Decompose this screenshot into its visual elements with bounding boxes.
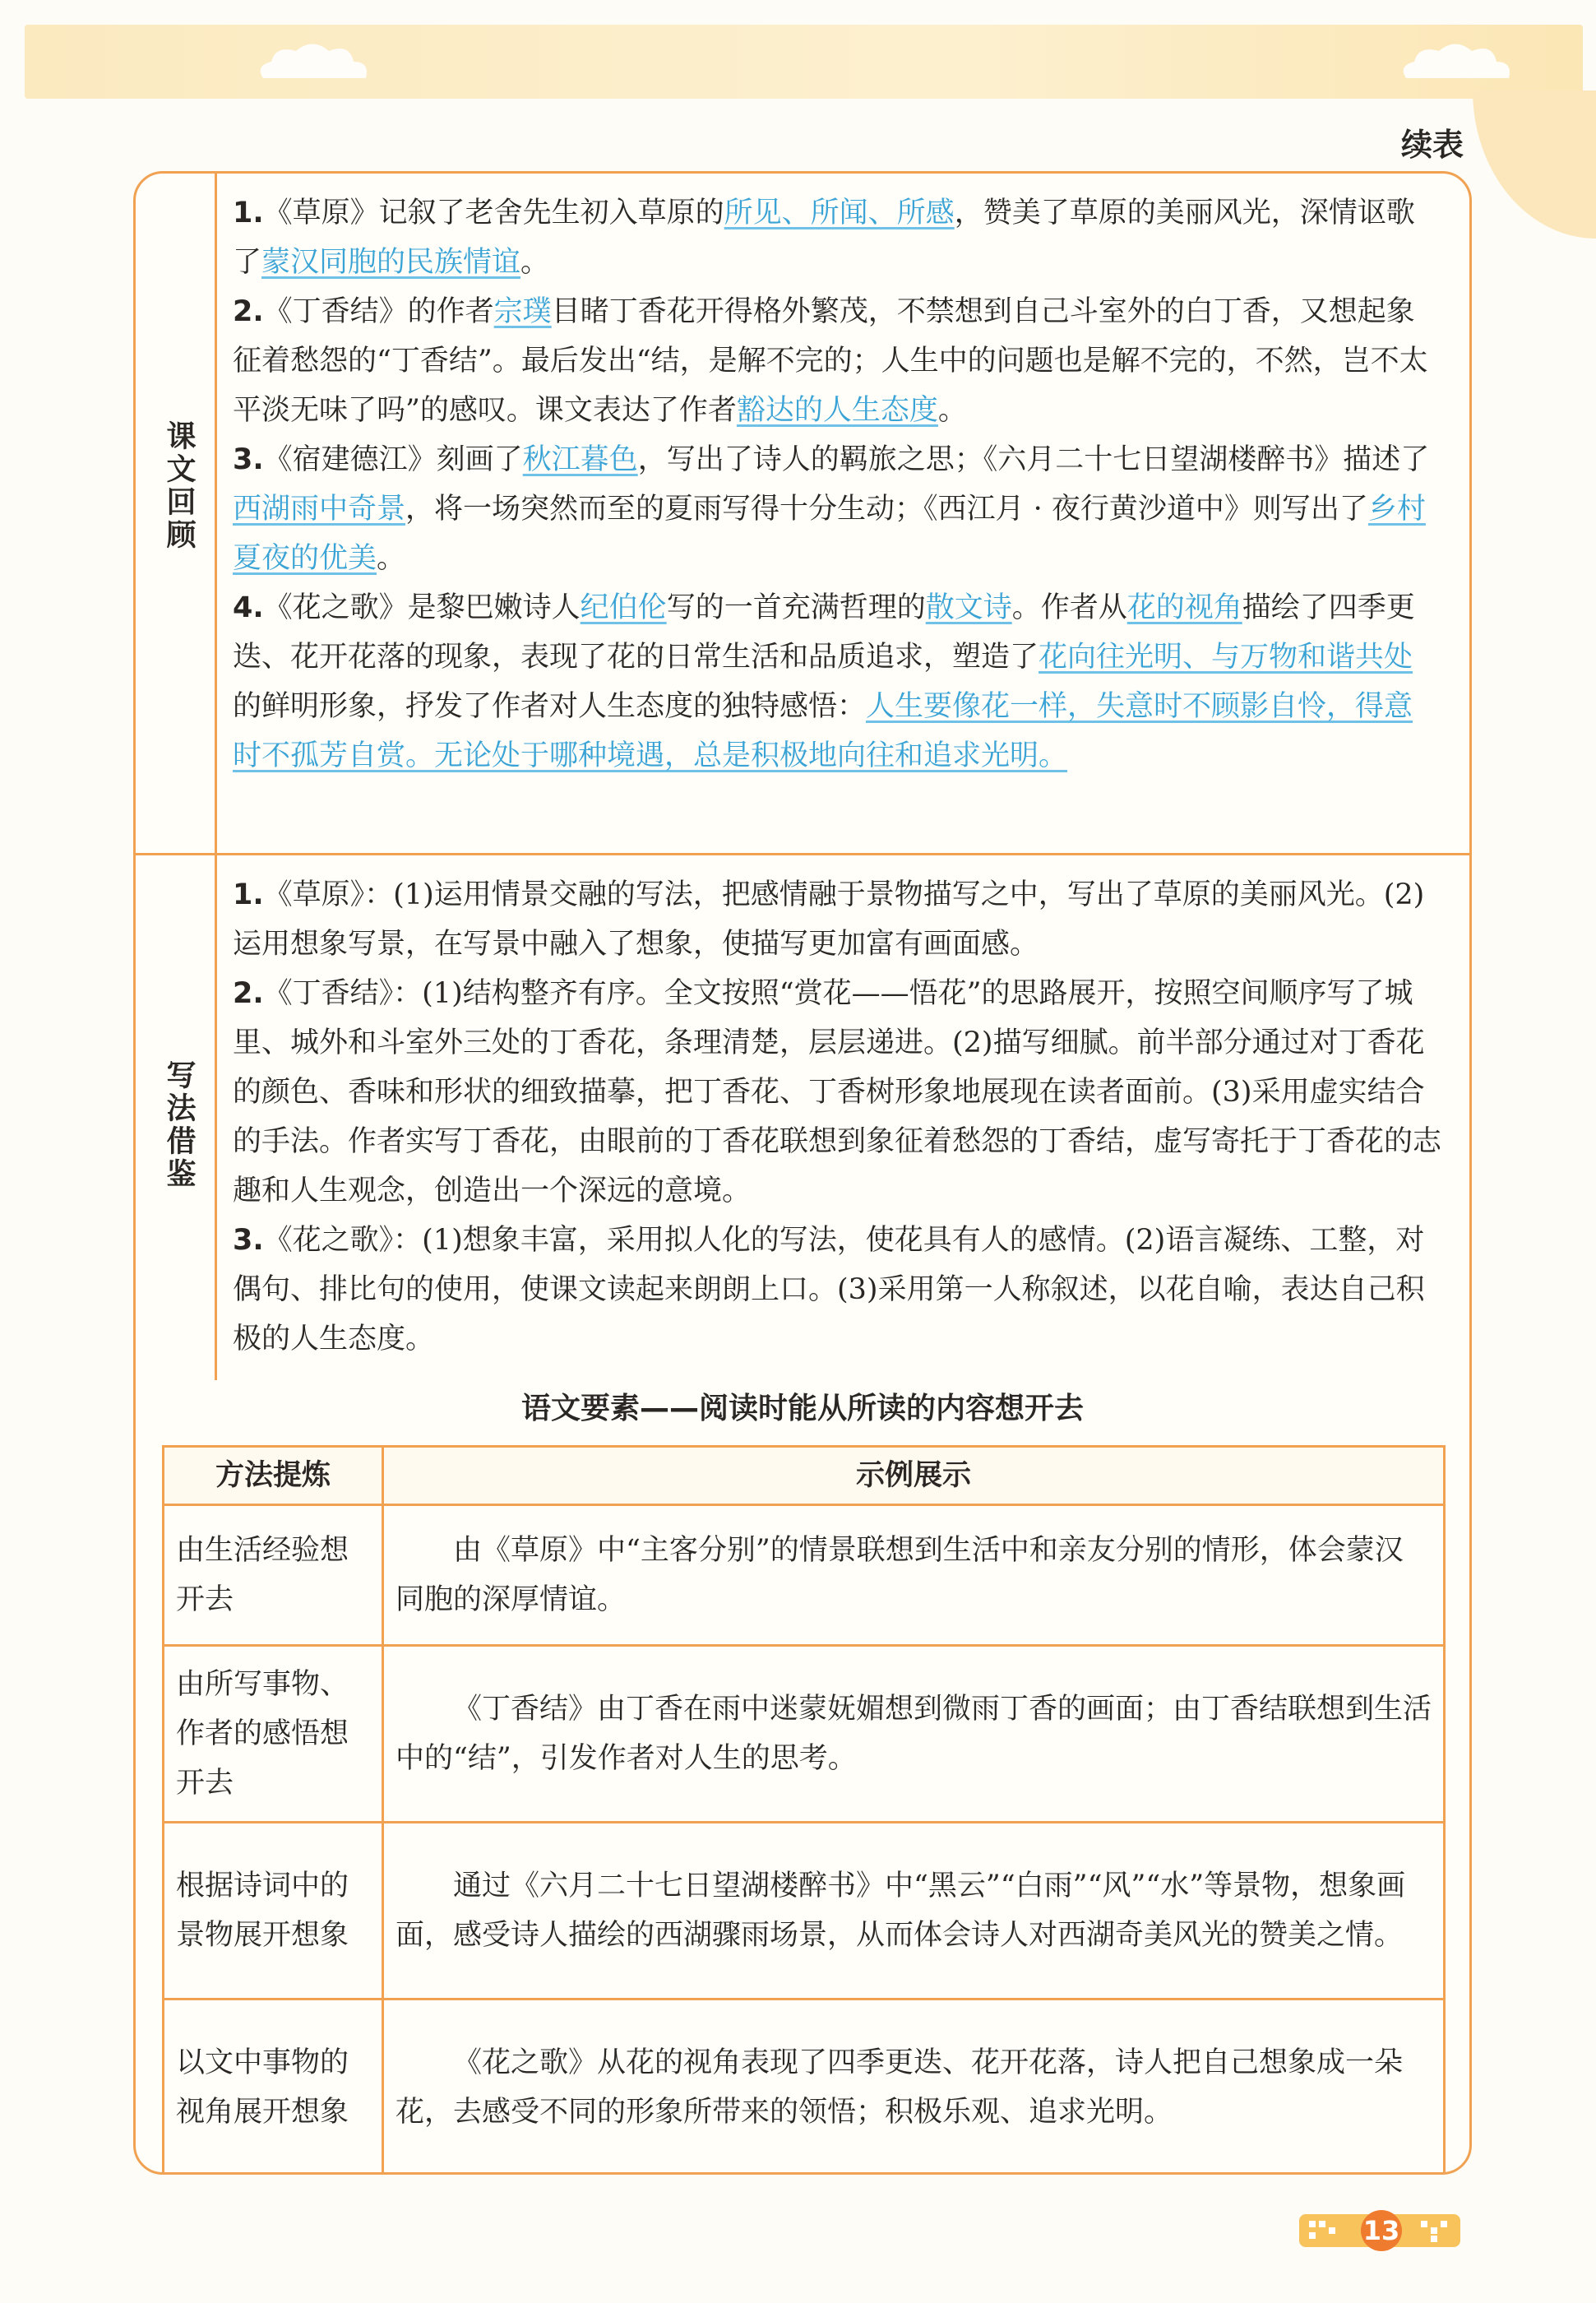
method-cell: 根据诗词中的景物展开想象 — [164, 1823, 383, 1999]
elements-title: 语文要素——阅读时能从所读的内容想开去 — [520, 1392, 1084, 1425]
writing-side-column — [136, 855, 217, 1380]
content-frame — [133, 171, 1472, 2175]
answer-text: 宗璞 — [493, 295, 552, 328]
item-text: 。 — [520, 246, 550, 279]
writing-section — [136, 853, 1469, 1380]
corner-decoration — [1473, 90, 1596, 239]
item-number: 3. — [233, 443, 264, 476]
item-text: 的鲜明形象，抒发了作者对人生态度的独特感悟： — [233, 690, 867, 723]
answer-text: 乡村夏夜的优美 — [233, 493, 1426, 575]
writing-item — [233, 969, 1441, 1216]
table-header-row — [164, 1447, 1445, 1505]
item-text: 《丁香结》：(1)结构整齐有序。全文按照“赏花——悟花”的思路展开，按照空间顺序写了城里、城外和斗室外三处的丁香花，条理清楚，层层递进。(2)描写细腻。前半部分通过对丁香花的颜色、香味和形状的细致描摹，把丁香花、丁香树形象地展现在读者面前。(3)采用虚实结合的手法。作者实写丁香花，由眼前的丁香花联想到象征着愁怨的丁香结，虚写寄托于丁香花的志趣和人生观念，创造出一个深远的意境。 — [233, 977, 1442, 1207]
item-text: ，写出了诗人的羁旅之思；《六月二十七日望湖楼醉书》描述了 — [637, 443, 1430, 476]
item-text: ，赞美了草原的美丽风光，深情讴歌了 — [233, 197, 1415, 279]
review-item — [233, 435, 1441, 583]
review-body — [233, 188, 1441, 781]
header-example: 示例展示 — [383, 1447, 1445, 1505]
example-cell: 《丁香结》由丁香在雨中迷蒙妩媚想到微雨丁香的画面；由丁香结联想到生活中的“结”，引发作者对人生的思考。 — [383, 1646, 1445, 1823]
method-cell: 由所写事物、作者的感悟想开去 — [164, 1646, 383, 1823]
answer-text: 秋江暮色 — [522, 443, 638, 476]
table-row — [164, 1823, 1445, 1999]
example-cell: 《花之歌》从花的视角表现了四季更迭、花开花落，诗人把自己想象成一朵花，去感受不同的形象所带来的领悟；积极乐观、追求光明。 — [383, 1999, 1445, 2176]
review-section — [136, 174, 1469, 853]
item-text: ，将一场突然而至的夏雨写得十分生动；《西江月 · 夜行黄沙道中》则写出了 — [405, 493, 1368, 526]
review-item — [233, 583, 1441, 781]
review-side-column — [136, 174, 217, 853]
writing-item — [233, 1216, 1441, 1364]
example-cell: 由《草原》中“主客分别”的情景联想到生活中和亲友分别的情形，体会蒙汉同胞的深厚情谊。 — [383, 1505, 1445, 1646]
answer-text: 豁达的人生态度 — [736, 394, 938, 427]
item-text: 。 — [937, 394, 967, 427]
item-text: 。 — [377, 542, 406, 575]
answer-text: 纪伯伦 — [580, 591, 667, 624]
answer-text: 西湖雨中奇景 — [233, 493, 406, 526]
item-number: 4. — [233, 591, 264, 624]
item-number: 1. — [233, 197, 264, 229]
item-text: 目睹丁香花开得格外繁茂，不禁想到自己斗室外的白丁香，又想起象征着愁怨的“丁香结”。最后发出“结，是解不完的；人生中的问题也是解不完的，不然，岂不太平淡无味了吗”的感叹。课文表达了作者 — [233, 295, 1428, 427]
review-label: 课文回顾 — [162, 420, 196, 552]
cloud-icon — [1390, 33, 1554, 90]
methods-table — [162, 1445, 1446, 2175]
method-cell: 由生活经验想开去 — [164, 1505, 383, 1646]
item-number: 2. — [233, 977, 264, 1010]
answer-text: 蒙汉同胞的民族情谊 — [261, 246, 521, 279]
continued-label: 续表 — [1401, 127, 1464, 163]
header-method: 方法提炼 — [164, 1447, 383, 1505]
page-number: 13 — [1362, 2215, 1400, 2246]
review-item — [233, 188, 1441, 287]
table-row — [164, 1646, 1445, 1823]
review-item — [233, 287, 1441, 435]
item-text: 描绘了四季更迭、花开花落的现象，表现了花的日常生活和品质追求，塑造了 — [233, 591, 1415, 674]
item-text: 。作者从 — [1011, 591, 1127, 624]
writing-label: 写法借鉴 — [162, 1059, 196, 1191]
item-text: 《花之歌》是黎巴嫩诗人 — [263, 591, 581, 624]
item-text: 《草原》：(1)运用情景交融的写法，把感情融于景物描写之中，写出了草原的美丽风光。(2)运用想象写景，在写景中融入了想象，使描写更加富有画面感。 — [233, 878, 1425, 961]
item-number: 2. — [233, 295, 264, 328]
table-row — [164, 1505, 1445, 1646]
answer-text: 人生要像花一样，失意时不顾影自怜，得意时不孤芳自赏。无论处于哪种境遇，总是积极地向往和追求光明。 — [233, 690, 1413, 772]
method-cell: 以文中事物的视角展开想象 — [164, 1999, 383, 2176]
item-text: 《花之歌》：(1)想象丰富，采用拟人化的写法，使花具有人的感情。(2)语言凝练、工整，对偶句、排比句的使用，使课文读起来朗朗上口。(3)采用第一人称叙述，以花自喻，表达自己积极的人生态度。 — [233, 1224, 1425, 1355]
item-number: 1. — [233, 878, 264, 911]
example-cell: 通过《六月二十七日望湖楼醉书》中“黑云”“白雨”“风”“水”等景物，想象画面，感受诗人描绘的西湖骤雨场景，从而体会诗人对西湖奇美风光的赞美之情。 — [383, 1823, 1445, 1999]
item-text: 《宿建德江》刻画了 — [263, 443, 523, 476]
item-text: 《丁香结》的作者 — [263, 295, 494, 328]
item-text: 写的一首充满哲理的 — [666, 591, 926, 624]
table-row — [164, 1999, 1445, 2176]
writing-body — [233, 870, 1441, 1364]
answer-text: 花的视角 — [1126, 591, 1242, 624]
item-number: 3. — [233, 1224, 264, 1257]
writing-item — [233, 870, 1441, 969]
cloud-icon — [247, 33, 411, 90]
answer-text: 散文诗 — [925, 591, 1012, 624]
item-text: 《草原》记叙了老舍先生初入草原的 — [263, 197, 724, 229]
answer-text: 所见、所闻、所感 — [724, 197, 955, 229]
answer-text: 花向往光明、与万物和谐共处 — [1039, 641, 1413, 674]
